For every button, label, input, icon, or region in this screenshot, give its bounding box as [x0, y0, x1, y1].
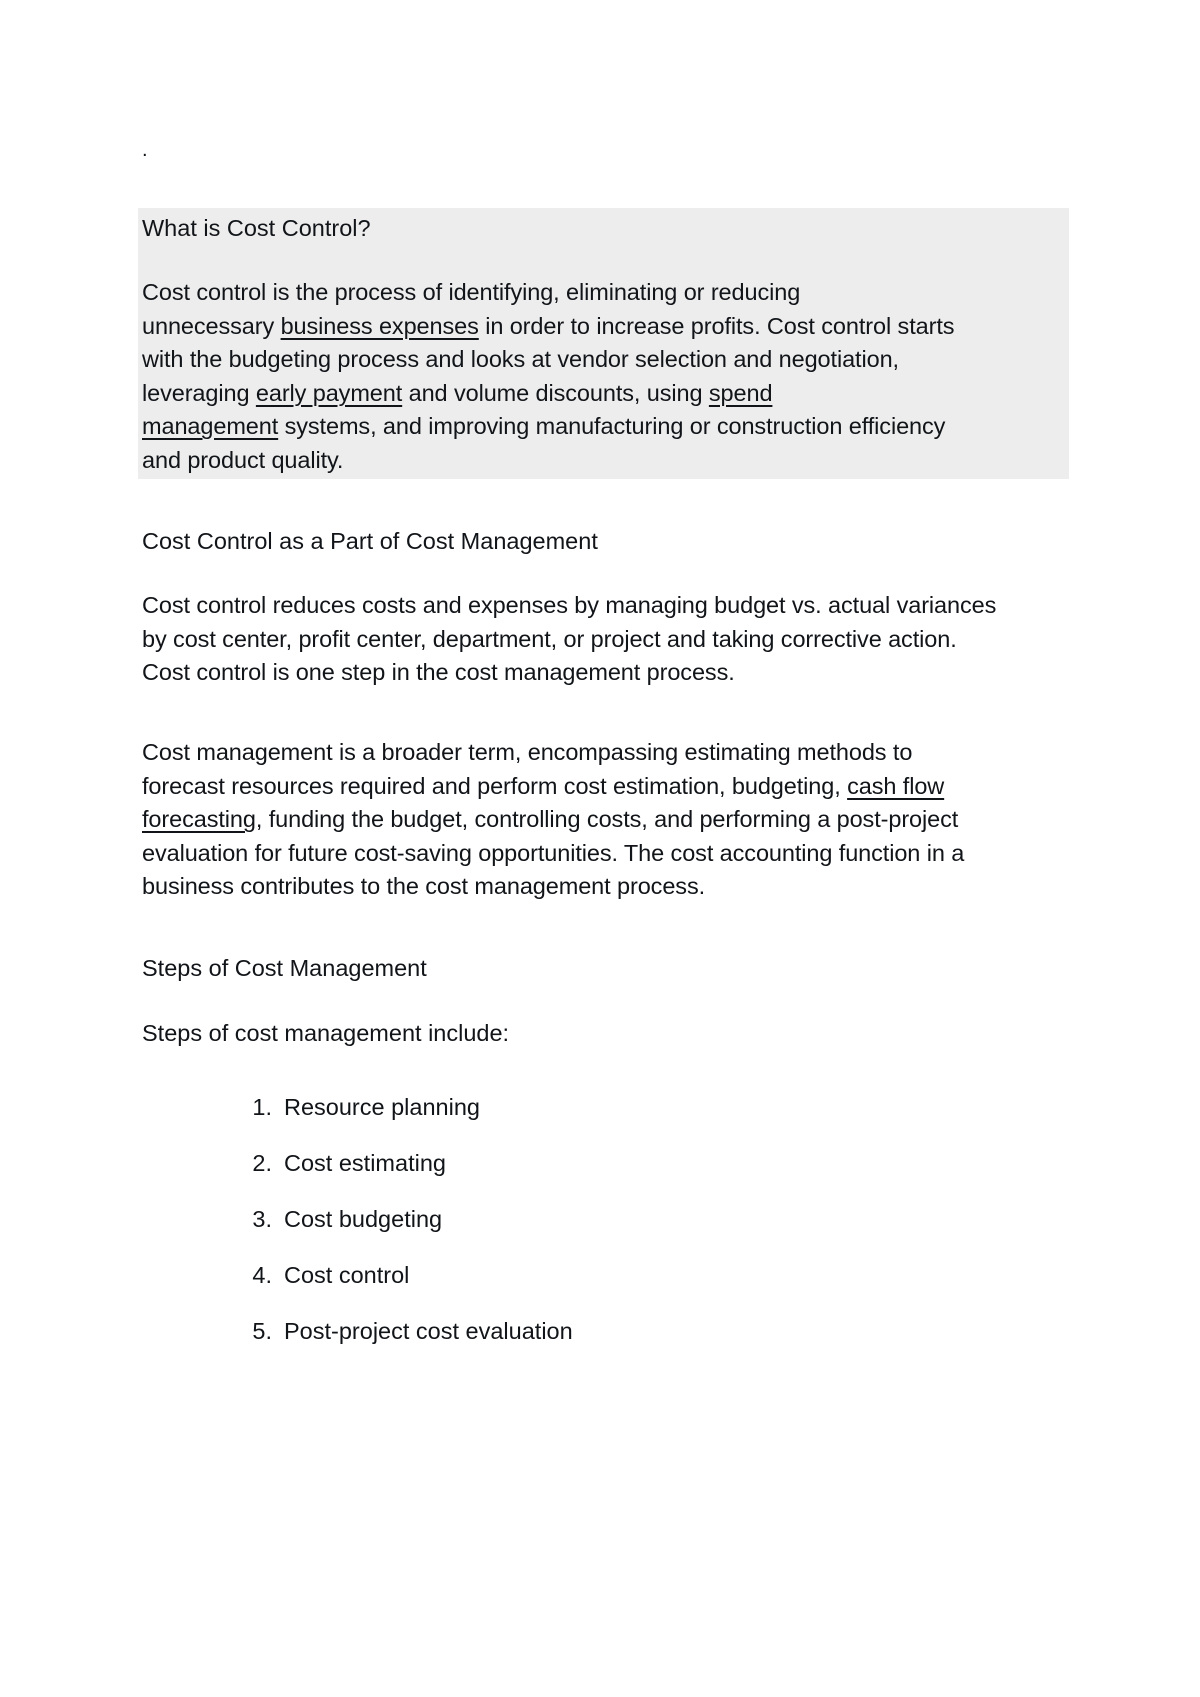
- text-span: unnecessary: [142, 312, 281, 339]
- text-span: Cost control is the process of identifying, eliminating or reducing: [142, 279, 801, 305]
- paragraph-line: [142, 770, 1082, 804]
- steps-intro-text: Steps of cost management include:: [142, 1020, 510, 1046]
- text-span: forecast resources required and perform cost estimation, budgeting,: [142, 772, 848, 799]
- list-number: 4.: [252, 1262, 272, 1288]
- text-span: evaluation for future cost-saving opportunities. The cost accounting function in a: [142, 839, 965, 866]
- text-span: with the budgeting process and looks at vendor selection and negotiation,: [142, 346, 899, 373]
- list-number: 2.: [252, 1150, 272, 1176]
- list-text: Resource planning: [284, 1094, 480, 1120]
- list-text: Post-project cost evaluation: [284, 1318, 573, 1344]
- text-span: and product quality.: [142, 446, 344, 473]
- business-expenses-link[interactable]: business expenses: [280, 312, 479, 339]
- section-heading-steps-of-cost-management: Steps of Cost Management: [142, 955, 427, 981]
- cost-control-reduces-paragraph: [142, 589, 1082, 690]
- section-heading-cost-control-part-of-management: Cost Control as a Part of Cost Management: [142, 528, 598, 554]
- cost-control-definition-paragraph: [142, 276, 1082, 478]
- paragraph-line: Cost control reduces costs and expenses by managing budget vs. actual variances: [142, 592, 997, 618]
- paragraph-line: by cost center, profit center, department, or project and taking corrective action.: [142, 625, 957, 652]
- text-span: Cost management is a broader term, encompassing estimating methods to: [142, 739, 913, 765]
- text-span: leveraging: [142, 379, 256, 406]
- text-span: and volume discounts, using: [402, 379, 709, 406]
- cash-flow-forecasting-link-part1[interactable]: cash flow: [847, 772, 945, 799]
- cost-management-broader-paragraph: [142, 736, 1082, 904]
- paragraph-line: [142, 410, 1082, 444]
- spend-management-link-part1[interactable]: spend: [708, 379, 773, 406]
- list-text: Cost budgeting: [284, 1206, 443, 1232]
- text-span: business contributes to the cost management process.: [142, 873, 706, 900]
- list-number: 3.: [252, 1206, 272, 1232]
- paragraph-line: [142, 736, 1082, 770]
- list-item: [142, 1148, 573, 1204]
- list-number: 5.: [252, 1318, 272, 1344]
- spend-management-link-part2[interactable]: management: [142, 413, 279, 440]
- paragraph-line: [142, 803, 1082, 837]
- list-item: [142, 1092, 573, 1148]
- list-item: [142, 1316, 573, 1372]
- paragraph-line: Cost control is one step in the cost management process.: [142, 659, 735, 686]
- text-span: systems, and improving manufacturing or construction efficiency: [278, 413, 946, 440]
- early-payment-link[interactable]: early payment: [255, 379, 403, 406]
- cash-flow-forecasting-link-part2[interactable]: forecasting: [142, 806, 256, 833]
- list-item: [142, 1260, 573, 1316]
- leading-dot: .: [142, 139, 148, 161]
- paragraph-line: [142, 276, 1082, 310]
- list-item: [142, 1204, 573, 1260]
- section-heading-what-is-cost-control: What is Cost Control?: [142, 215, 371, 241]
- list-text: Cost estimating: [284, 1150, 446, 1176]
- paragraph-line: [142, 870, 1082, 904]
- list-text: Cost control: [284, 1262, 410, 1288]
- paragraph-line: [142, 444, 1082, 478]
- paragraph-line: [142, 837, 1082, 871]
- list-number: 1.: [252, 1094, 272, 1120]
- steps-list: [142, 1092, 573, 1372]
- paragraph-line: [142, 343, 1082, 377]
- text-span: in order to increase profits. Cost control starts: [478, 312, 955, 339]
- paragraph-line: [142, 310, 1082, 344]
- text-span: , funding the budget, controlling costs, and performing a post-project: [255, 806, 959, 833]
- paragraph-line: [142, 377, 1082, 411]
